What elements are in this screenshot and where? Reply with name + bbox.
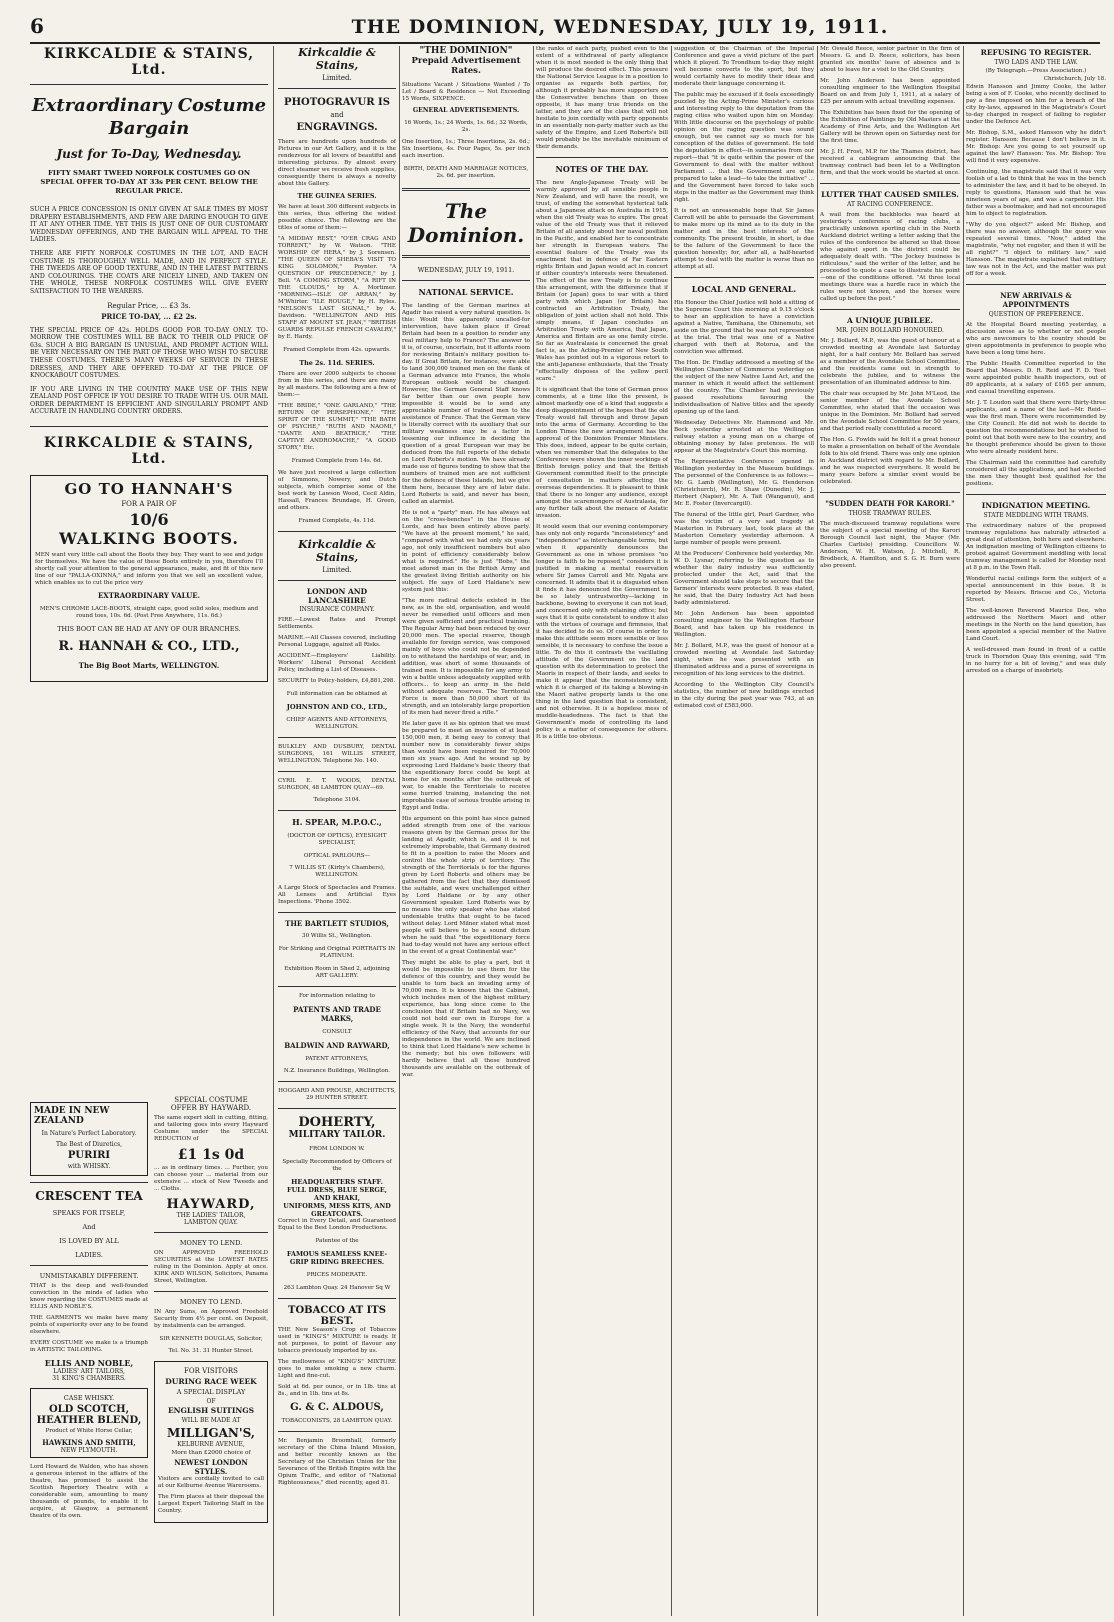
doherty-uniforms: UNIFORMS, MESS KITS, AND GREATCOATS. (283, 1202, 391, 1219)
article-paragraph: It is not an unreasonable hope that Sir James Carroll will be able to persuade the Government to make more up its mind as to its duty in the matter and in the best interests of the community. The present trouble, in short, is due to the failure of the Government to face the question honestly; for, after all, a half-hearted attempt to deal with the matter is worse than no attempt at all. (674, 208, 814, 270)
money-heading: MONEY TO LEND. (179, 1298, 243, 1306)
dental-ad: BULKLEY AND DUSBURY, DENTAL SURGEONS, 161 WILLIS STREET, WELLINGTON. Telephone No. 140. (278, 743, 396, 764)
crescent-ad (30, 1189, 148, 1259)
hayward-sub: THE LADIES' TAILOR, (176, 1212, 246, 1219)
article-paragraph: The extraordinary nature of the proposed tramway regulations has naturally attracted a great deal of attention, both here and elsewhere. An indignation meeting of Wellington citizens to protest against Government meddling with local tramway management is called for Monday next at 8 p.m. in the Town Hall. (966, 523, 1106, 571)
article-paragraph: He later gave it as his opinion that we must be prepared to meet an invasion of at least 150,000 men, it being easy to convey that number now in considerably fewer ships than would have been required for 70,000 men six years ago. And he wound up by expressing Lord Haldane's basic theory that the expeditionary force could be kept at home for six months after the outbreak of war, to enable the Territorials to receive some hurried training, instancing the not improbable case of serious trouble arising in Egypt and India. (402, 720, 530, 811)
baldwin-name: BALDWIN AND RAYWARD, (284, 1041, 390, 1051)
milligan-display: A SPECIAL DISPLAY (176, 1388, 246, 1397)
article-heading: NEW ARRIVALS & APPOINTMENTS (1000, 291, 1072, 309)
receipt-text: We have just received a large collection of Simmons, Nowery, and Dutch subjects, which comprise some of the best work by Lawson Wood, Cecil Aldin, Hassall, Frances Brundage, H. Green, and others. (278, 470, 396, 512)
hawkins-address: NEW PLYMOUTH. (60, 1447, 118, 1454)
milligan-more-than: More than £2000 choice of (171, 1450, 251, 1457)
money-address: Tel. No. 31. 31 Hunter Street. (168, 1348, 254, 1355)
news-brief: Mr. Benjamin Broomhall, formerly secretary of the China Inland Mission, and better recently known as the Secretary of the Christian Union for the Severance of the British Empire with the Opium Traffic, and editor of "National Righteousness," died recently, aged 81. (278, 1438, 396, 1487)
spear-opt: OPTICAL PARLOURS— (303, 852, 371, 859)
doherty-hq: HEADQUARTERS STAFF. (291, 1178, 383, 1187)
article-subheading: STATE MEDDLING WITH TRAMS. (983, 512, 1089, 519)
ellis-name: ELLIS AND NOBLE, (44, 1358, 134, 1368)
hannah-name: R. HANNAH & CO., LTD., (58, 639, 240, 655)
paper-nameplate: The Dominion. (407, 198, 525, 247)
hayward-name: HAYWARD, (166, 1197, 256, 1212)
insurance-title: LONDON AND LANCASHIRE (306, 586, 368, 605)
ellis-ad (30, 1272, 148, 1382)
article-paragraph: The Exhibition has been fixed for the opening of the Exhibition of Paintings by Old Masters at the Academy of Fine Arts, and the Wellington Art Gallery will be thrown open on Saturday next for the first time. (820, 110, 960, 144)
ellis-sub: LADIES' ART TAILORS, (53, 1368, 125, 1375)
hannah-branches: THIS BOOT CAN BE HAD AT ANY OF OUR BRANCHES. (57, 625, 241, 634)
two-series-titles: "THE BRIDE," "ONE GARLAND," "THE RETURN OF PERSEPHONE," "THE SPIRIT OF THE SUMMIT," "THE BATH OF PSYCHE," "RUTH AND NAOMI," "DANTE AND BEATRICE," "THE CAPTIVE ANDROMACHE," "A GOOD STORY," Etc. (278, 403, 396, 452)
milligan-invite: Visitors are cordially invited to call at our Kelburne Avenue Warerooms. (158, 1476, 264, 1490)
whisky-old-scotch: OLD SCOTCH, (48, 1404, 130, 1415)
article-paragraph: Mr. J. Bollard, M.P., was the guest of honour at a crowded meeting at Avondale last Saturday night, when he was presented with an illuminated address and a purse of sovereigns in recognition of his long services to the district. (674, 643, 814, 677)
puriri-made: MADE IN NEW ZEALAND (34, 1106, 110, 1126)
spear-text: A Large Stock of Spectacles and Frames. All Lenses and Artificial Eyes Inspections. 'Phone 3502. (278, 884, 396, 905)
two-series-text: There are over 2000 subjects to choose from in this series, and there are many by all masters. The following are a few of them:— (278, 371, 396, 399)
article-location: Christchurch, July 18. (1043, 76, 1106, 82)
whisky-heather: HEATHER BLEND, (36, 1415, 142, 1426)
ad-paragraph: THERE ARE FIFTY NORFOLK COSTUMES IN THE LOT, AND EACH COSTUME IS THOROUGHLY WELL MADE, AND IN PERFECT STYLE. THE TWEEDS ARE OF GOOD TEXTURE, AND IN THE LATEST PATTERNS AND COLOURINGS. THE COATS ARE NICELY LINED, AND TAKEN ON THE WHOLE, THESE NORFOLK COSTUMES WILL GIVE EVERY SATISFACTION TO THE WEARERS. (30, 249, 268, 295)
whisky-product: Product of White Horse Cellar, (45, 1428, 133, 1434)
hannah-boots: WALKING BOOTS. (58, 529, 239, 549)
article-paragraph: It would seem that our evening contemporary has only not only regards "inconsistency" and "independence" as interchangeable terms, but when it apparently denounces the Government as one in whose promises "no longer is faith to be reposed," considers it is justified in making a mental reservation where Sir James Carroll and Mr. Ngata are concerned. It admits that it is disgusted when it finds it has denounced the Government to be so lately untrustworthy—lacking in backbone, bowing to everyone it can not lead, and concerned only with retaining office; but says that it is quite consistent to endow it also with the virtues of courage and firmness, that it has decided to do so. Of course in order to make this attitude seem more sensible or less sensible, it is necessary to confuse the issue a little. To do this it contrasts the vacillating attitude of the Government on the land question with its determination to protect the Maoris in respect of their lands, and seeks to make it appear that the inconsistency with which it is charged of its taking a blowing-in the Maori native property lands is the one thing in the land question that is consistent, and not otherwise. It is a hopeless mess of muddle-headedness. The fact is that the Government's mode of controlling its land policy is a matter of consequence for others. It is a little too obvious. (536, 524, 668, 740)
article-heading: NATIONAL SERVICE. (418, 286, 514, 297)
article-paragraph: Wonderful racial ceilings form the subject of a special announcement in this issue. It is reported by Messrs. Briscoe and Co., Victoria Street. (966, 576, 1106, 603)
kirkcaldie-ad-1 (30, 46, 268, 416)
puriri-with: with WHISKY. (67, 1163, 111, 1170)
bartlett-address: 30 Willis St., Wellington. (302, 933, 372, 940)
column-rule (399, 46, 400, 1616)
bartlett-text: For Striking and Original PORTRAITS IN PLATINUM. (278, 945, 396, 959)
tobacco-text: The mellowness of "KING'S" MIXTURE goes to make smoking a new charm. Light and fine-cut. (278, 1358, 396, 1379)
crescent-speaks: SPEAKS FOR ITSELF, (52, 1209, 126, 1217)
article-paragraph: At the Producers' Conference held yesterday, Mr. W. D. Lysnar, referring to the question as to whether the dairy industry was sufficiently protected under the Act, said that the Government should take steps to secure that the farmers' interests were protected. It was stated, he said, that the Dairy Industry Act had been badly administered. (674, 551, 814, 606)
ad-heading: Extraordinary Costume (31, 95, 267, 116)
column-3 (402, 46, 530, 1616)
article-paragraph: The Hon. Dr. Findlay addressed a meeting of the Wellington Chamber of Commerce yesterday on the subject of the new Native Land Act, and the manner in which it would affect the settlement of the country. The Chamber had previously passed resolutions favouring the individualisation of Native titles and the speedy opening up of the land. (674, 360, 814, 415)
insurance-marine: MARINE.—All Classes covered, including Personal Luggage, against all Risks. (278, 634, 396, 648)
money-heading: MONEY TO LEND. (179, 1239, 243, 1247)
today-price: PRICE TO-DAY, ... £2 2s. (101, 311, 197, 321)
money-text: ON APPROVED FREEHOLD SECURITIES at the LOWEST RATES ruling in the Dominion. Apply at once. KIRK AND WILSON, Solicitors, Panama Street, Wellington. (154, 1250, 268, 1284)
crescent-loved: IS LOVED BY ALL (59, 1237, 119, 1245)
crescent-title: CRESCENT TEA (35, 1189, 143, 1203)
column-1 (30, 46, 268, 1616)
ellis-address: 31 KING'S CHAMBERS. (52, 1375, 126, 1382)
doherty-address: 263 Lambton Quay. 24 Hanover Sq W (283, 1284, 391, 1291)
left-ads-stack (30, 1096, 148, 1524)
photo-heading: PHOTOGRAVUR IS (284, 97, 390, 108)
patents-for: For information relating to (298, 992, 376, 999)
insurance-security: SECURITY to Policy-holders, £4,881,298. (278, 677, 396, 684)
article-heading: LOCAL AND GENERAL. (691, 284, 797, 294)
doherty-military: MILITARY TAILOR. (288, 1130, 386, 1141)
hayward-price: £1 1s 0d (177, 1147, 245, 1163)
doherty-from: FROM LONDON W. (309, 1146, 365, 1153)
article-paragraph: According to the Wellington City Council's statistics, the number of new buildings erected in the city during the past year was 743, at an estimated cost of £583,000. (674, 682, 814, 709)
column-5 (674, 46, 814, 1616)
hayward-offer-by: OFFER BY HAYWARD. (170, 1104, 252, 1112)
article-heading: A UNIQUE JUBILEE. (847, 316, 933, 325)
insurance-sub: INSURANCE COMPANY. (299, 605, 375, 613)
article-heading: "SUDDEN DEATH FOR KARORI." (825, 499, 955, 508)
rates-sub: Prepaid Advertisement Rates. (411, 56, 521, 76)
article-paragraph: A well-dressed man found in front of a cattle truck in Thorndon Quay this evening, said "I'm in no hurry for a bit of loving," and was duly arrested on a charge of insobriety. (966, 647, 1106, 674)
hannah-body: MEN want very little call about the Boots they buy. They want to see and judge for themselves. We have the value of these Boots entirely in you, therefore I'll shortly call your attention to the general appearance, make, and fit of this new line of our "PALLA-OXINNA," and inform you that we sell an excellent value, which enables us to cut the price very (35, 552, 263, 587)
article-paragraph: The new Anglo-Japanese Treaty will be warmly approved by all sensible people in New Zealand, and will have the result, we trust, of ending the somewhat hysterical talk about a Japanese attack on Australia in 1915, when the old Treaty was to expire. The great value of the old Treaty was that it relieved Britain of all anxiety about her naval position in the Pacific, and enabled her to concentrate her strength in European waters. The essential feature of the Treaty was its enactment that in defence of Far Eastern rights Britain and Japan would act in concert if either country's interests were threatened. The effect of the new Treaty is to continue this arrangement, with the difference that if Britain (or Japan) goes to war with a third party with which Japan (or Britain) has contracted an Arbitration Treaty, the obligation of joint action shall not hold. This simply means, if Japan concludes an Arbitration Treaty with America, that Japan, America and Britain are as one family circle. So far as Australasia is concerned the great fact is, as the Acting-Premier of New South Wales has pointed out in a vigorous retort to the anti-Japanese enthusiasts, that the Treaty "effectually disposes of the yellow peril scare." (536, 180, 668, 382)
doherty-patentee: Patentee of the (315, 1237, 359, 1244)
bartlett-name: THE BARTLETT STUDIOS, (285, 918, 389, 928)
article-paragraph: The chair was occupied by Mr. John M'Leod, the senior member of the Avondale School Committee, who stated that the occasion was unique in the Dominion. Mr. Bollard had served on the Avondale School Committee for 50 years, and that period really constituted a record. (820, 391, 960, 432)
doherty-famous: FAMOUS SEAMLESS KNEE-GRIP RIDING BREECHES. (286, 1250, 388, 1267)
ellis-p3: EVERY COSTUME we make is a triumph in ARTISTIC TAILORING. (30, 1340, 148, 1353)
doherty-prices: PRICES MODERATE. (306, 1272, 368, 1279)
tobacco-text: THE New Season's Crop of Tobaccos used in "KING'S" MIXTURE is ready. If not purposes, to point of flavour any tobacco previously imported by us. (278, 1326, 396, 1354)
two-series-heading: The 2s. 11d. SERIES. (299, 359, 375, 368)
article-paragraph: The Public Health Committee reported to the Board that Messrs. D. R. Reid and F. D. Yeet were appointed public health inspectors, out of 89 applicants, at a salary of £165 per annum, and casual travelling expenses. (966, 361, 1106, 395)
article-paragraph: His argument on this point has since gained added strength from one of the various reasons given by the German press for the landing at Agadir, which is, and it is not extremely improbable, that Germany desired to fit in a position to raise the Moors and control the whole strip of territory. The strength of the Territorials is for the figures given by Lord Roberts and others may be gathered from the fact that they dismissed the suitable, and were unchallenged either by Lord Haldane or by any other Government speaker. Lord Roberts was by no means the only speaker who has stated undeniable truths that ought to be faced without delay. Lord Milner stated what most people will believe to be a sound dictum when he said that "the expeditionary force had to-day would not have any serious effect in the event of a great Continental war." (402, 815, 530, 955)
news-brief: Lord Howard de Walden, who has shown a generous interest in the affairs of the theatre, has promised to assist the Scottish Repertory Theatre with a considerable sum, amounting to many thousands of pounds, to enable it to acquire, at Glasgow, a permanent theatre of its own. (30, 1464, 148, 1519)
patents-consult: CONSULT (322, 1028, 352, 1035)
framed-price: Framed Complete from 42s. upwards. (283, 346, 391, 353)
article-heading: LUTTER THAT CAUSED SMILES. (821, 190, 959, 199)
hayward-address: LAMBTON QUAY. (184, 1219, 238, 1226)
article-paragraph: "Why do you object?" asked Mr. Bishop, and there was no answer, although the query was repeated several times. "Now," added the magistrate, "why not register, and then it will be all right?" "I object to military law," said Hansson. The magistrate explained that military law was not in the Act, and the matter was put off for a week. (966, 222, 1106, 277)
ad-paragraph: THE SPECIAL PRICE OF 42s. HOLDS GOOD FOR TO-DAY ONLY. TO-MORROW THE COSTUMES WILL BE BACK TO THEIR OLD PRICE OF 63s. SUCH A BIG BARGAIN IS UNUSUAL, AND PROMPT ACTION WILL BE VERY NECESSARY ON THE PART OF THOSE WHO WISH TO SECURE THESE COSTUMES. THERE'S MANY WEEKS OF SERVICE IN THESE DRESSES, AND THEY ARE OFFERED TO-DAY AT THE PRICE OF KNOCKABOUT COSTUMES. (30, 326, 268, 380)
hannah-address: The Big Boot Marts, WELLINGTON. (78, 661, 220, 671)
puriri-best: The Best of Diuretics, (55, 1141, 123, 1148)
dental-phone: Telephone 3104. (313, 797, 361, 804)
article-subheading: TWO LADS AND THE LAW. (994, 59, 1078, 66)
whisky-case: CASE WHISKY. (63, 1394, 115, 1402)
guinea-titles: "A MIDDAY REST," "O'ER CRAG AND TORRENT," by W. Watson. "THE WORSHIP OF HERA," by J. Sorensen. "THE QUEEN OF SHEBA'S VISIT TO KING SOLOMON," Poynter. "A QUESTION OF PRECEDENCE," by J. Bell. "A COMING STORM," "A RIFT IN THE CLOUDS," by A. Mortimer. "MORNING—ISLE OF ARRAN," by M'Whirter. "ILE ROUGE," by H. Ryles. "NELSON'S LAST SIGNAL," by A. Davidson. "WELLINGTON AND HIS STAFF AT MOUNT ST. JEAN," "BRITISH GUARDS REPULSE FRENCH CAVALRY," by E. Hardy. (278, 236, 396, 340)
photo-text: There are hundreds upon hundreds of Pictures in our Art Gallery, and it is the rendezvous for all lovers of beautiful and interesting pictures. By almost every direct steamer we receive fresh supplies, consequently there is always a novelty about this Gallery. (278, 139, 396, 187)
article-paragraph: Mr. J. H. Frost, M.P. for the Thames district, has received a cablegram announcing that the tramway contract had been let to a Wellington firm, and that the work would be started at once. (820, 149, 960, 176)
rates-general-text: One Insertion, 1s.; Three Insertions, 2s. 6d.; Six Insertions, 4s. Four Pages, 5s. per inch each insertion. (402, 139, 530, 160)
rates-general: GENERAL ADVERTISEMENTS. (412, 107, 520, 114)
article-paragraph: It is significant that the tone of German press comments, at a time like the present, is almost markedly one of a kind that suggests a deep disappointment of the hopes that the old Treaty would fall through and throw Japan into the arms of Germany. According to the London Times the new arrangement has the approval of the Dominion Premier Ministers. This does, indeed, appear to be quite certain, when we remember that the delegates to the Conference were shown the inner workings of British foreign policy and that the British Government committed itself to the principle of consultation in matters affecting the overseas dependencies. It is pleasant to think that there is no longer any audience, except amongst the scaremongers of Australasia, for any further talk about the menace of Asiatic invasion. (536, 387, 668, 519)
article-paragraph: Mr. J. T. Loudon said that there were thirty-three applicants, and a name of the last—Mr. Reid—was the first man. There were recommended by the City Council. He did not wish to decide to question the recommendations but he wished to point out that both were new to the country, and he thought preference should be given to those who were already resident here. (966, 400, 1106, 455)
article-paragraph: The Representative Conference opened in Wellington yesterday in the Museum buildings. The personnel of the Conference is as follows:—Mr. G. Lamb (Wellington), Mr. G. Henderson (Christchurch), Mr. R. Shaw (Dunedin), Mr. J. Herbert (Napier), Mr. A. Tait (Wanganui), and Mr. E. Foster (Invercargill). (674, 459, 814, 507)
bartlett-exhibit: Exhibition Room in Shed 2, adjoining ART GALLERY. (284, 965, 390, 979)
patents-title: PATENTS AND TRADE MARKS, (293, 1005, 381, 1024)
engravings-heading: ENGRAVINGS. (296, 122, 378, 133)
article-paragraph: At the Hospital Board meeting yesterday, a discussion arose as to whether or not people who are newcomers to the country should be given appointments in preference to people who have been a long time here. (966, 322, 1106, 356)
article-paragraph: The landing of the German marines at Agadir has raised a very natural question. Is this: Would this apparently uncalled-for intervention, have taken place if Great Britain had been in a position to render any real military help to France? The answer to it is, of course, uncertain, but it affords room for reviewing Britain's military position to-day. If Great Britain, for instance, were able to land 300,000 trained men on the flank of a German advance into France, the whole European outlook would be changed. However, the German General Staff knows far better than our own people how impossible it would be to send any appreciable number of trained men to the assistance of France. That the German view is literally correct with its auxiliary that our military weakness may be a factor in lessening our influence in deciding the question of a great European war may be deduced from the full reports of the debate on Lord Roberts's motion. We have already made use of figures tending to show that the numbers of trained men are not sufficient for the defence of these Islands, but we give them here, because they are of later date. Lord Roberts is said, and never has been, called an alarmist. (402, 302, 530, 505)
hayward-p2: ... as in ordinary times. ... Further, you can choose your ... material from our extensive ... stock of New Tweeds and ... Cloths. (154, 1165, 268, 1192)
milligan-race-week: DURING RACE WEEK (165, 1377, 257, 1387)
aldous-address: TOBACCONISTS, 28 LAMBTON QUAY. (281, 1418, 393, 1425)
ellis-p2: THE GARMENTS we make have many points of superiority over any to be found elsewhere. (30, 1315, 148, 1335)
article-paragraph: The Chairman said the committee had carefully considered all the applications, and had selected the men they thought best qualified for the positions. (966, 460, 1106, 487)
rates-text: Situations Vacant / Situations Wanted / To Let / Board & Residence — Not Exceeding 15 Words, SIXPENCE. (402, 82, 530, 102)
photo-and: and (330, 111, 344, 119)
rates-general-text: 16 Words, 1s.; 24 Words, 1s. 6d.; 32 Words, 2s. (404, 119, 528, 133)
article-paragraph: His Honour the Chief Justice will hold a sitting of the Supreme Court this morning at 9.15 o'clock to hear an application to have a conviction against a Native, Tamihana, the Ohinemutu, set aside on the ground that he was not represented at the trial. The trial was one of a Native charged with theft at Rotorua, and the conviction was affirmed. (674, 300, 814, 355)
column-4 (536, 46, 668, 1616)
hawkins-name: HAWKINS AND SMITH, (42, 1438, 136, 1447)
article-paragraph: He is not a "party" man. He has always sat on the "cross-benches" in the House of Lords, and has been entirely above party. "We have at the present moment," he said, "compared with what we had only six years ago, not only insufficient numbers but also in point of efficiency considerably below what is required." He is just "Bobs," the most adored man in the British Army and the greatest living British authority on his subject. He says of Lord Haldane's new system just this: (402, 509, 530, 593)
money-text: IN Any Sums, on Approved Freehold Security from 4½ per cent. on Deposit, by instalments can be arranged. (154, 1309, 268, 1329)
article-paragraph: The much-discussed tramway regulations were the subject of a special meeting of the Karori Borough Council last night, the Mayor (Mr. Charles Carlisle) presiding. Councillors W. Anderson, W. H. Watson, J. Mitchell, R. Brodbeck, A. Hamilton, and S. G. H. Burn were also present. (820, 521, 960, 569)
article-dateline: (By Telegraph.—Press Association.) (985, 68, 1087, 74)
ad-limited: Limited. (322, 74, 352, 82)
page-number: 6 (30, 14, 44, 38)
article-heading: REFUSING TO REGISTER. (980, 48, 1092, 57)
article-paragraph: Mr. Oswald Reece, senior partner in the firm of Messrs. G. and D. Reece, solicitors, has been granted six months' leave of absence and is about to leave for a visit to the Old Country. (820, 46, 960, 73)
column-rule (963, 46, 964, 1616)
article-subheading: QUESTION OF PREFERENCE. (988, 311, 1084, 318)
puriri-name: PURIRI (67, 1150, 111, 1161)
column-7 (966, 46, 1106, 1616)
article-paragraph: Mr. John Anderson has been appointed consulting engineer to the Wellington Harbour Board, and has taken up his residence in Wellington. (674, 611, 814, 638)
tobacco-title: TOBACCO AT ITS BEST. (288, 1304, 386, 1327)
insurance-info: Full information can be obtained at (286, 690, 388, 697)
article-paragraph: The funeral of the little girl, Pearl Gardner, who was the victim of a very sad tragedy at Masterton in February last, took place at the Masterton Cemetery yesterday afternoon. A large number of people were present. (674, 512, 814, 546)
column-rule (533, 46, 534, 1616)
article-paragraph: The public may be excused if it feels exceedingly puzzled by the Acting-Prime Minister's curious and interesting reply to the deputation from the raging cities who waited upon him on Monday. With little discourse on the psychology of public opinion on the raging question was sound enough, but we cannot say so much for his conception of the duties of government. He told the deputation in effect—in summaries from our report—that "it is quite within the power of the Government to deal with the matter without Parliament ... that the Government are quite prepared to take a lead—to take the initiative" ... and the Government have forced to take such steps in the matter as the Government may think right. (674, 92, 814, 203)
baldwin-sub: PATENT ATTORNEYS, (305, 1055, 369, 1062)
insurance-fire: FIRE.—Lowest Rates and Prompt Settlements. (278, 616, 396, 630)
framed-price: Framed Complete from 14s. 6d. (291, 457, 383, 464)
column-rule (671, 46, 672, 1616)
doherty-correct: Correct in Every Detail, and Guaranteed Equal to the Best London Productions. (278, 1218, 396, 1232)
article-paragraph: Edwin Hansson and Jimmy Cooke, the latter being a son of F. Cooke, who recently declined to pay a fine imposed on him for a breach of the city by-laws, appeared in the Magistrate's Court to-day charged in respect of failing to register under the Defence Act. (966, 84, 1106, 125)
masthead (30, 6, 1100, 44)
guinea-heading: THE GUINEA SERIES. (297, 192, 377, 200)
article-paragraph: A wail from the backblocks was heard at yesterday's conference of racing clubs, a practically unknown sporting club in the North Auckland district writing a letter asking that the rules of the conference be altered so that those who against sport in the district could be adequately dealt with. "The Jockey business is ridiculous," said the writer of the letter, and he proceeded to quote a case to illustrate his point—one of the conditions offered. "At three local meetings there was a hurdle race in which the rules were not known, and the horses were called up before the post." (820, 212, 960, 302)
article-paragraph: suggestion of the Chairman of the Imperial Conference and gave a vivid picture of the part which it played. To Trondhum to-day they might well become converts to the sport, but they would certainly have to modify their ideas and moderate their language concerning it. (674, 46, 814, 87)
milligan-of: OF (206, 1398, 216, 1406)
spear-sub: (DOCTOR OF OPTICS), EYESIGHT SPECIALIST, (287, 832, 387, 846)
money-signature: SIR KENNETH DOUGLAS, Solicitor, (159, 1335, 263, 1342)
paper-date: WEDNESDAY, JULY 19, 1911. (417, 265, 515, 274)
doherty-name: DOHERTY, (298, 1115, 376, 1131)
guinea-text: We have at least 300 different subjects in this series, thus offering the widest possible choice. The following are the titles of some of them:— (278, 204, 396, 231)
whisky-ad (30, 1388, 148, 1458)
dental-ad: CYRIL E. T. WOODS, DENTAL SURGEON, 48 LAMBTON QUAY—69. (278, 777, 396, 791)
column-rule (817, 46, 818, 1616)
insurance-accident: ACCIDENT.—Employers' Liability. Workers' Liberal Personal Accident Policy, including a List of Diseases. (278, 652, 396, 673)
spear-address: 7 WILLIS ST. (Kirby's Chambers), WELLINGTON. (289, 865, 385, 879)
puriri-lab: In Nature's Perfect Laboratory. (41, 1130, 137, 1137)
milligan-ad (154, 1361, 268, 1523)
column-6 (820, 46, 960, 1616)
rates-title: "THE DOMINION" (419, 46, 513, 56)
hayward-p1: The same expert skill in cutting, fitting, and tailoring goes into every Hayward Costume under the SPECIAL REDUCTION of (154, 1115, 268, 1142)
baldwin-address: N.Z. Insurance Buildings, Wellington. (283, 1068, 391, 1075)
ad-title: Kirkcaldie & Stains, (298, 46, 376, 72)
ad-limited: Limited. (322, 565, 352, 574)
column-2 (278, 46, 396, 1616)
doherty-full-dress: FULL DRESS, BLUE SERGE, AND KHAKI, (287, 1186, 387, 1203)
ad-offer: FIFTY SMART TWEED NORFOLK COSTUMES GO ON SPECIAL OFFER TO-DAY AT 33s PER CENT. BELOW THE REGULAR PRICE. (40, 169, 258, 195)
article-subheading: THOSE TRAMWAY RULES. (848, 510, 932, 517)
hannah-go: GO TO HANNAH'S (64, 480, 234, 499)
crescent-and: And (82, 1223, 96, 1231)
article-paragraph: Continuing, the magistrate said that it was very foolish of a lad to think that he was in the bench to administer the law, and it had to be obeyed. In reply to questions, Hansson said that he was nineteen years of age, and was a carpenter. His father was a bootmaker, and had not encouraged him to object to registration. (966, 169, 1106, 217)
newspaper-title: THE DOMINION, WEDNESDAY, JULY 19, 1911. (351, 16, 889, 38)
article-subheading: AT RACING CONFERENCE. (846, 201, 933, 208)
rates-births: BIRTH, DEATH AND MARRIAGE NOTICES, 2s. 6d. per insertion. (403, 165, 529, 179)
article-paragraph: The Hon. G. Fowlds said he felt it a great honour to make a presentation on behalf of the Avondale folk to his old friend. There was only one opinion in Auckland district with regard to Mr. Bollard, and he was respected everywhere. It would be many years before a similar event would be celebrated. (820, 437, 960, 485)
puriri-ad (30, 1102, 148, 1176)
ad-title: Kirkcaldie & Stains, (298, 537, 376, 564)
article-subheading: MR. JOHN BOLLARD HONOURED. (836, 327, 944, 334)
regular-price: Regular Price, ... £3 3s. (107, 301, 191, 310)
right-ads-stack (154, 1096, 268, 1529)
article-paragraph: Mr. Bishop, S.M., asked Hansson why he didn't register. Hansson: Because I don't believe in it. Mr. Bishop: Are you going to set yourself up against the law? Hansson: Yes. Mr. Bishop: You will find it very expensive. (966, 130, 1106, 164)
insurance-chief: CHIEF AGENTS AND ATTORNEYS, WELLINGTON. (286, 716, 388, 730)
article-paragraph: Wednesday Detectives Mr. Hammond and Mr. Beck yesterday arrested at the Wellington railway station a young man on a charge of obtaining money by false pretences. He will appear at the Magistrate's Court this morning. (674, 420, 814, 454)
article-paragraph: They might be able to play a part, but it would be impossible to use them for the defence of this country, and they would be unable to turn back an invading army of 70,000 men. It is known that the Cabinet, which includes men of the highest military experience, has long since come to the conclusion that if Britain had no Navy, we could not hold our own in Europe for a single week. It is the Navy, the wonderful efficiency of the Navy, that accounts for our independence in the world. We are inclined to think that Lord Haldane's new scheme is the remedy; but his own followers will hardly believe that all these hundred thousands are available on the outbreak of war. (402, 959, 530, 1078)
framed-price: Framed Complete, 4s. 11d. (298, 517, 376, 524)
ellis-p1: THAT is the deep and well-founded conviction in the minds of ladies who know regarding the COSTUMES made at ELLIS AND NOBLE'S. (30, 1283, 148, 1310)
insurance-agent: JOHNSTON AND CO., LTD., (286, 703, 388, 712)
milligan-kelburne: KELBURNE AVENUE, (177, 1441, 245, 1449)
ellis-heading: UNMISTAKABLY DIFFERENT. (39, 1272, 139, 1280)
article-paragraph: The well-known Reverend Maurice Dee, who addressed the Northern Maori and other meetings in the North on the land question, has been appointed a special member of the Native Land Court. (966, 608, 1106, 642)
milligan-firm: The Firm places at their disposal the Largest Expert Tailoring Staff in the Country. (158, 1494, 264, 1515)
milligan-newest: NEWEST LONDON STYLES. (174, 1458, 248, 1477)
milligan-english: ENGLISH SUITINGS (167, 1406, 255, 1416)
milligan-will-be: WILL BE MADE AT (181, 1417, 241, 1425)
ad-heading: Bargain (108, 118, 190, 139)
milligan-visitors: FOR VISITORS (184, 1367, 238, 1376)
article-paragraph: the ranks of each party, pushed even to the extent of a withdrawal of party allegiance when it is most needed is the only thing that will produce the desired effect. This pressure the National Service League is in a position to organise as regards both parties, for, although it probably has more supporters on the Conservative benches than on those opposite, it has many true friends on the latter, and they are of the class that will not hesitate to join cordially with party opponents in an essentially non-party matter such as the safety of the Empire, and Lord Roberts's bill would probably be the inevitable minimum of their demands. (536, 46, 668, 150)
hannah-pair: FOR A PAIR OF (121, 500, 177, 509)
article-quote: "The more radical defects existed in the new, as in the old, organisation, and would never be remedied until officers and men were given sufficient and practical training. The Regular Army had been reduced by over 20,000 men. The special reserve, though available for foreign service, was composed mainly of boys who could not be depended on to withstand the hardships of war, and, in addition, was short of some thousands of trained men. It is impossible for any army to win a battle unless adequately supplied with officers... to keep an army in the field without adequate reserves. The Territorial Force is more than 50,000 short of its strength, and an intolerably large proportion of its men had never fired a rifle." (402, 597, 530, 716)
article-paragraph: Mr. John Anderson has been appointed consulting engineer to the Wellington Hospital Board on and from July 1, 1911, at a salary of £25 per annum with actual travelling expenses. (820, 78, 960, 105)
milligan-name: MILLIGAN'S, (166, 1426, 255, 1441)
doherty-specially: Specially Recommended by Officers of the (282, 1158, 392, 1172)
column-rule (273, 46, 274, 1616)
spear-name: H. SPEAR, M.P.O.C., (292, 817, 382, 828)
hayward-ad (154, 1096, 268, 1226)
ad-paragraph: SUCH A PRICE CONCESSION IS ONLY GIVEN AT SALE TIMES BY MOST DRAPERY ESTABLISHMENTS, AND FEW ARE DARING ENOUGH TO GIVE IT AT ANY OTHER TIME. YET THIS IS JUST ONE OF OUR CUSTOMARY WEDNESDAY OFFERINGS, AND THE BARGAIN WILL APPEAL TO THE LADIES. (30, 206, 268, 244)
hannah-price: 10/6 (129, 510, 169, 530)
hannah-extra: EXTRAORDINARY VALUE. (97, 591, 201, 601)
article-heading: INDIGNATION MEETING. (981, 501, 1091, 510)
hannah-ad (30, 475, 268, 682)
hoggard-ad: HOGGARD AND PROUSE, ARCHITECTS, 29 HUNTER STREET. (278, 1088, 396, 1102)
hayward-special: SPECIAL COSTUME (174, 1096, 248, 1104)
aldous-name: G. & C. ALDOUS, (290, 1401, 384, 1413)
hannah-mens: MEN'S CHROME LACE-BOOTS, straight caps, good solid soles, medium and round toes, 10s. 6d. (Post Free Anywhere, 11s. 6d.) (39, 605, 259, 619)
ad-title: KIRKCALDIE & STAINS, Ltd. (43, 46, 255, 78)
ad-subheading: Just for To-Day, Wednesday. (56, 147, 242, 161)
crescent-ladies: LADIES. (75, 1251, 103, 1259)
ad-title: KIRKCALDIE & STAINS, Ltd. (43, 435, 255, 468)
article-heading: NOTES OF THE DAY. (555, 164, 649, 174)
tobacco-text: Sold at 6d. per ounce, or in 1lb. tins at 8s., and in 1lb. tins at 8s. (278, 1383, 396, 1397)
ad-paragraph: IF YOU ARE LIVING IN THE COUNTRY MAKE USE OF THIS NEW ZEALAND POST OFFICE IF YOU DESIRE TO TRADE WITH US. OUR MAIL ORDER DEPARTMENT IS EFFICIENT AND SINGULARLY PROMPT AND ACCURATE IN HANDLING COUNTRY ORDERS. (30, 385, 268, 416)
article-paragraph: Mr. J. Bollard, M.P., was the guest of honour at a crowded meeting at Avondale last Saturday night, for a half century Mr. Bollard has served as a member of the Avondale School Committee, and the residents came out in strength to celebrate the jubilee, and to witness the presentation of an illuminated address to him. (820, 338, 960, 386)
